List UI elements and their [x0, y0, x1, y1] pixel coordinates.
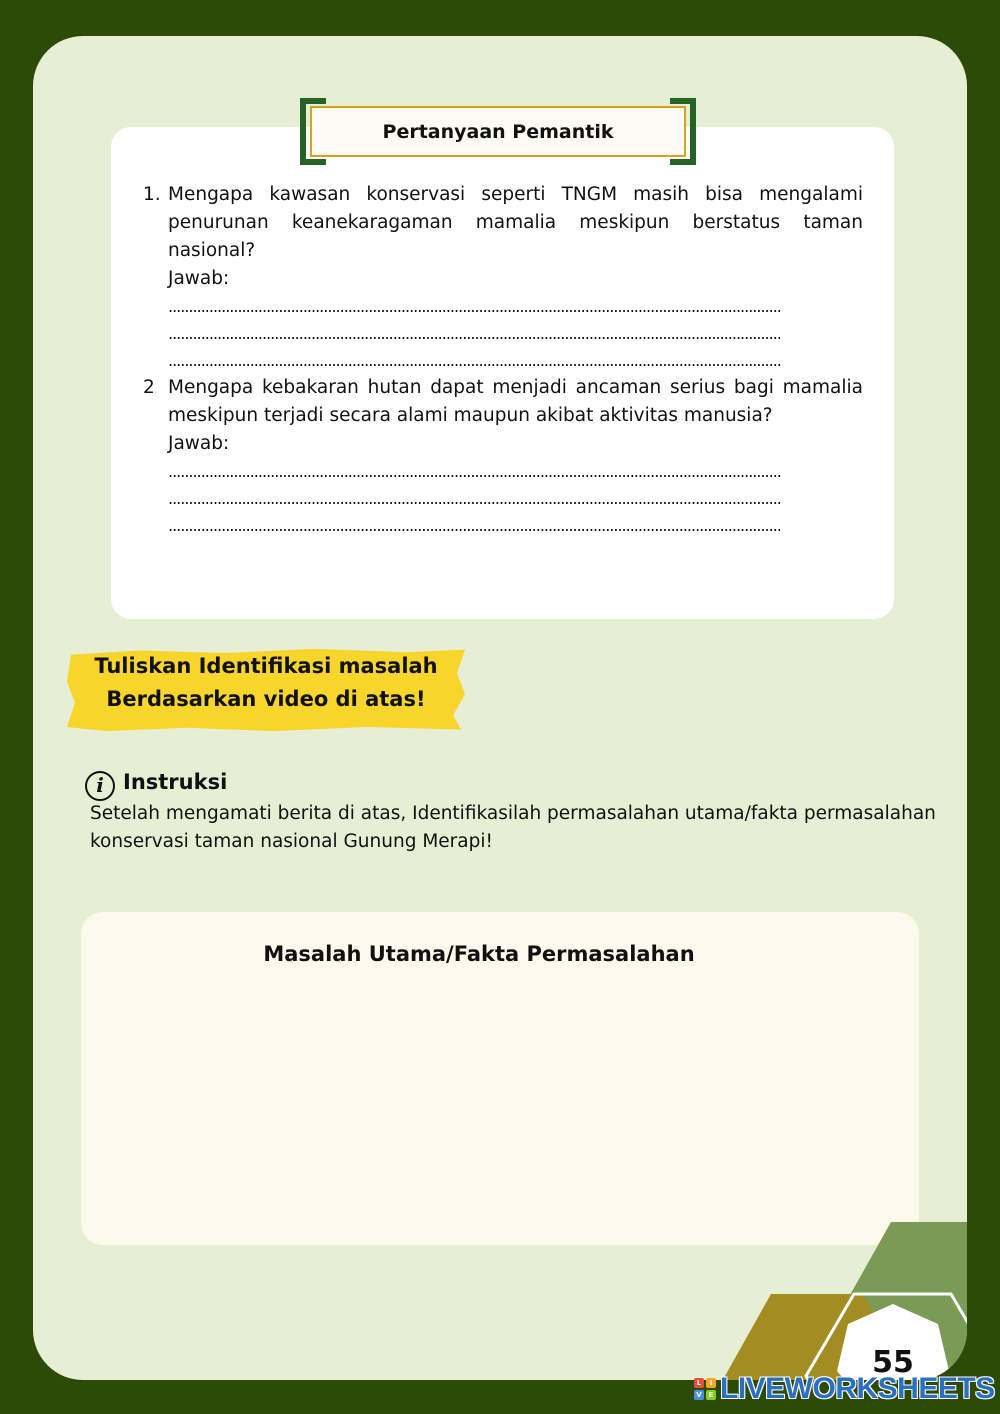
answer-label: Jawab:	[168, 433, 230, 454]
question-number: 2	[143, 377, 155, 398]
answer-line[interactable]: ......................................................................................................................................................	[168, 516, 781, 535]
instructions-title: Instruksi	[123, 770, 228, 794]
hexagon-decoration	[33, 36, 967, 1380]
answer-box-title: Masalah Utama/Fakta Permasalahan	[263, 942, 695, 966]
logo-letter: L	[694, 1378, 704, 1388]
logo-letter: I	[706, 1378, 716, 1388]
heading-line-1: Tuliskan Identifikasi masalah	[94, 654, 438, 678]
answer-line[interactable]: ......................................................................................................................................................	[168, 297, 781, 316]
liveworksheets-watermark	[694, 1372, 995, 1406]
questions-title: Pertanyaan Pemantik	[310, 106, 686, 157]
logo-letter: V	[694, 1390, 704, 1400]
watermark-text: LIVEWORKSHEETS	[720, 1372, 995, 1405]
question-number: 1.	[143, 184, 161, 205]
answer-line[interactable]: ......................................................................................................................................................	[168, 351, 781, 370]
answer-line[interactable]: ......................................................................................................................................................	[168, 462, 781, 481]
answer-line[interactable]: ......................................................................................................................................................	[168, 324, 781, 343]
question-text: Mengapa kebakaran hutan dapat menjadi ancaman serius bagi mamalia meskipun terjadi secara alami maupun akibat aktivitas manusia?	[168, 377, 863, 426]
page-number: 55	[872, 1345, 914, 1380]
heading-line-2: Berdasarkan video di atas!	[106, 687, 426, 711]
info-icon: i	[85, 771, 115, 801]
worksheet-page	[33, 36, 967, 1380]
answer-line[interactable]: ......................................................................................................................................................	[168, 489, 781, 508]
instructions-text: Setelah mengamati berita di atas, Identifikasilah permasalahan utama/fakta permasalahan konservasi taman nasional Gunung Merapi!	[90, 803, 936, 852]
watermark-logo-icon	[694, 1378, 716, 1400]
answer-label: Jawab:	[168, 268, 230, 289]
logo-letter: E	[706, 1390, 716, 1400]
question-text: Mengapa kawasan konservasi seperti TNGM masih bisa mengalami penurunan keanekaragaman mamalia meskipun berstatus taman nasional?	[168, 184, 863, 261]
